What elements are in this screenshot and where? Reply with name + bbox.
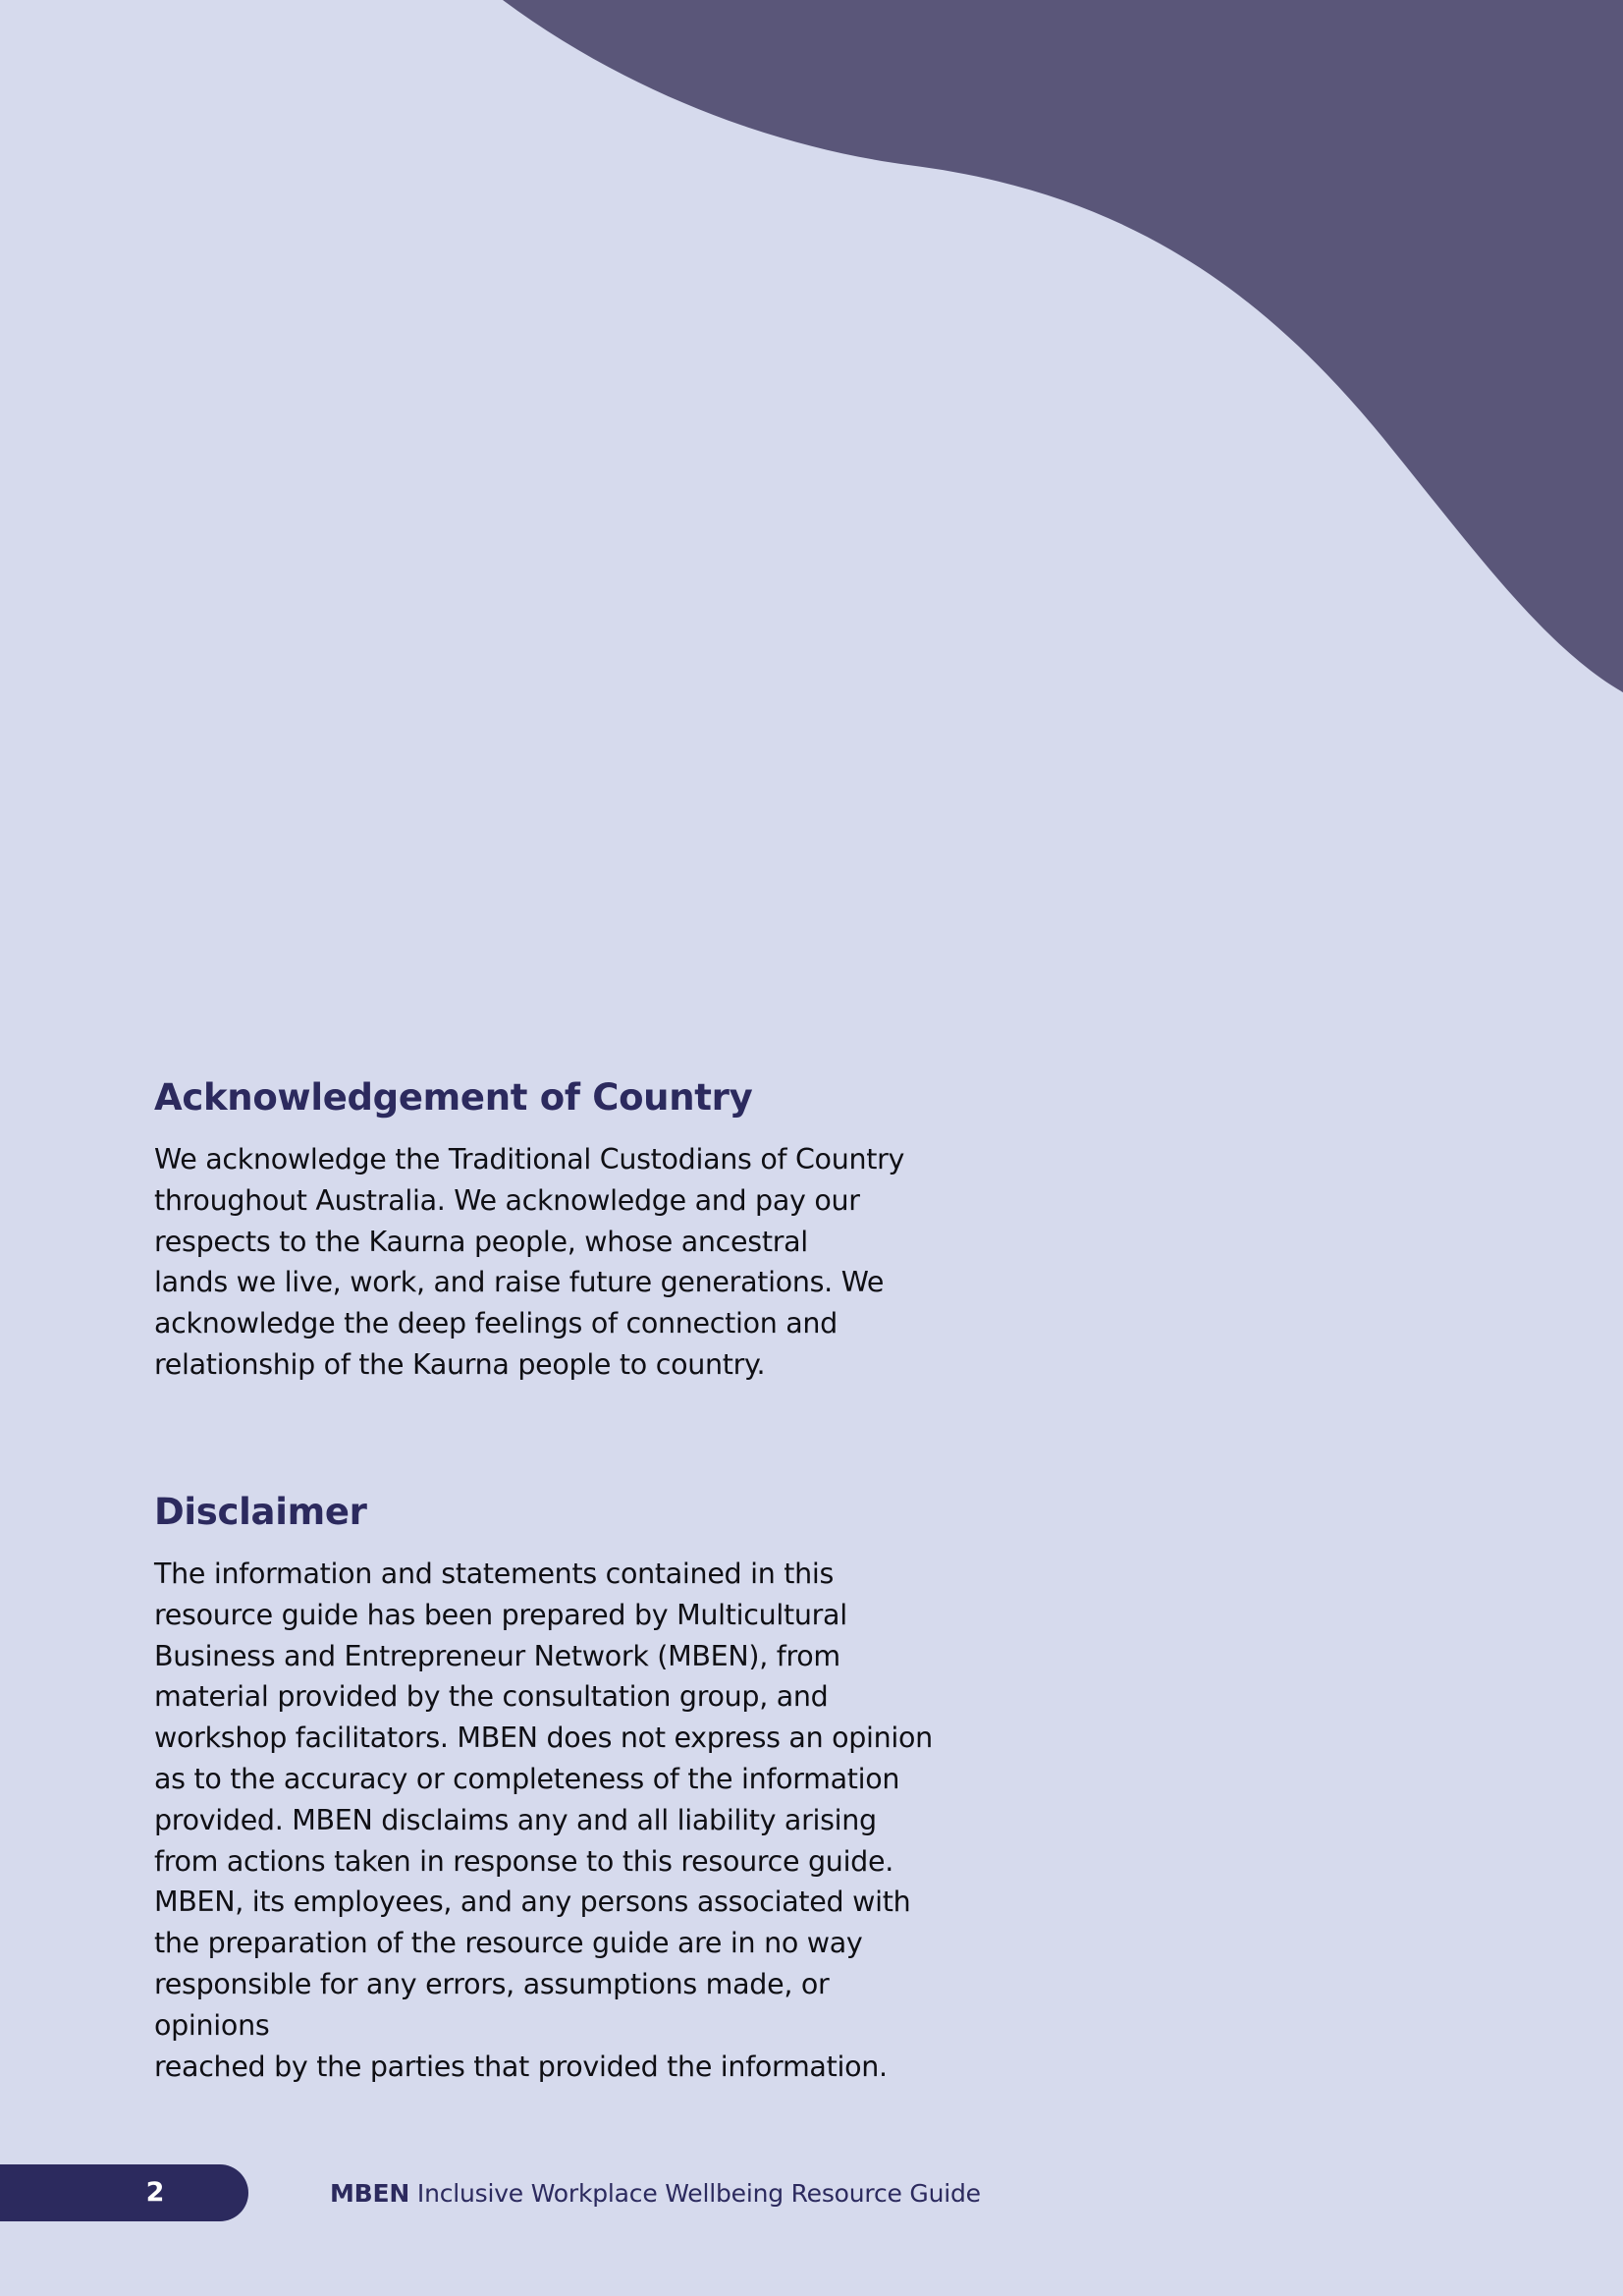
acknowledgement-of-country-section xyxy=(154,1074,940,1386)
disclaimer-heading: Disclaimer xyxy=(154,1491,367,1533)
wave-path xyxy=(503,0,1623,692)
footer-title-text: Inclusive Workplace Wellbeing Resource Guide xyxy=(416,2179,981,2208)
disclaimer-section xyxy=(154,1489,940,2087)
page-number-badge xyxy=(0,2164,248,2221)
acknowledgement-body: We acknowledge the Traditional Custodians of Country throughout Australia. We acknowledge and pay our respects to the Kaurna people, whose ancestral lands we live, work, and raise future generations. We acknowledge the deep feelings of connection and relationship of the Kaurna people to country. xyxy=(154,1143,905,1381)
footer-document-title xyxy=(330,2174,981,2214)
page-number: 2 xyxy=(145,2177,165,2208)
disclaimer-body: The information and statements contained in this resource guide has been prepared by Multicultural Business and Entrepreneur Network (MBEN), from material provided by the consultation group, and workshop facilitators. MBEN does not express an opinion as to the accuracy or completeness of the information provided. MBEN disclaims any and all liability arising from actions taken in response to this resource guide. MBEN, its employees, and any persons associated with the preparation of the resource guide are in no way responsible for any errors, assumptions made, or opinions reached by the parties that provided the information. xyxy=(154,1558,933,2083)
acknowledgement-heading: Acknowledgement of Country xyxy=(154,1076,753,1119)
footer-brand: MBEN xyxy=(330,2179,410,2208)
